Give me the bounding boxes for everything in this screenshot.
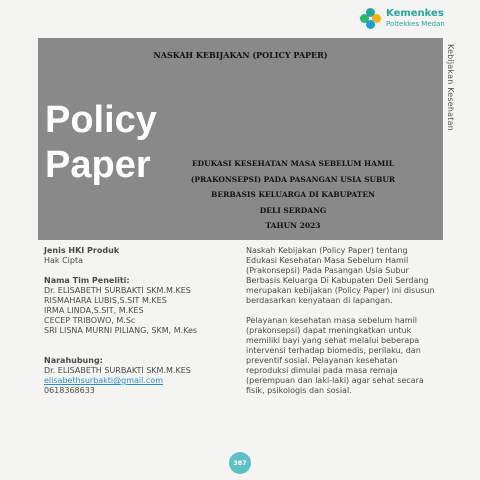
side-category-label: Kebijakan Kesehatan (446, 44, 455, 131)
hki-value: Hak Cipta (44, 256, 84, 265)
team-member: RISMAHARA LUBIS,S.SIT M.KES (44, 296, 167, 305)
team-member: CECEP TRIBOWO, M.Sc (44, 316, 136, 325)
cover-header: NASKAH KEBIJAKAN (POLICY PAPER) (153, 50, 328, 60)
team-member: Dr. ELISABETH SURBAKTI SKM.M.KES (44, 286, 191, 295)
team-member: IRMA LINDA,S.SIT, M.KES (44, 306, 144, 315)
cover-subtitle-line: BERBASIS KELUARGA DI KABUPATEN (211, 190, 375, 199)
cover-subtitle-line: TAHUN 2023 (265, 221, 321, 230)
contact-label: Narahubung: (44, 356, 103, 365)
cover-subtitle (158, 156, 428, 234)
team-label: Nama Tim Peneliti: (44, 276, 130, 285)
summary-paragraph-2: Pelayanan kesehatan masa sebelum hamil (prakonsepsi) dapat meningkatkan untuk memiliki bayi yang sehat melalui beberapa intervensi terhadap biomedis, perilaku, dan preventif sosial. Pelayanan kesehatan reproduksi dimulai pada masa remaja (perempuan dan laki-laki) agar sehat secara fisik, psikologis dan sosial. (246, 316, 424, 395)
cover-subtitle-line: (PRAKONSEPSI) PADA PASANGAN USIA SUBUR (190, 174, 396, 184)
kemenkes-logo-icon (360, 8, 382, 30)
cover-title (45, 98, 157, 188)
cover-title-line1: Policy (45, 99, 157, 141)
cover-title-line2: Paper (45, 144, 151, 186)
cover-subtitle-line: DELI SERDANG (259, 205, 327, 215)
contact-phone: 0618368633 (44, 386, 95, 395)
info-column (44, 246, 234, 396)
team-member: SRI LISNA MURNI PILIANG, SKM, M.Kes (44, 326, 198, 335)
brand-subtitle: Poltekkes Medan (386, 20, 445, 28)
cover-subtitle-line: EDUKASI KESEHATAN MASA SEBELUM HAMIL (191, 159, 395, 168)
cover-image (38, 38, 443, 240)
kemenkes-logo (360, 8, 445, 30)
contact-email-link[interactable]: elisabethsurbakti@gmail.com (44, 376, 163, 385)
contact-name: Dr. ELISABETH SURBAKTI SKM.M.KES (44, 366, 191, 375)
summary-paragraph-1: Naskah Kebijakan (Policy Paper) tentang Edukasi Kesehatan Masa Sebelum Hamil (Prakonsepsi) Pada Pasangan Usia Subur Berbasis Keluarga Di Kabupaten Deli Serdang merupakan kebijakan (Policy Paper) ini disusun berdasarkan kenyataan di lapangan. (246, 246, 435, 305)
brand-name: Kemenkes (386, 8, 444, 19)
page-number-badge: 387 (229, 452, 251, 474)
summary-column (246, 246, 436, 406)
hki-label: Jenis HKI Produk (44, 246, 120, 255)
